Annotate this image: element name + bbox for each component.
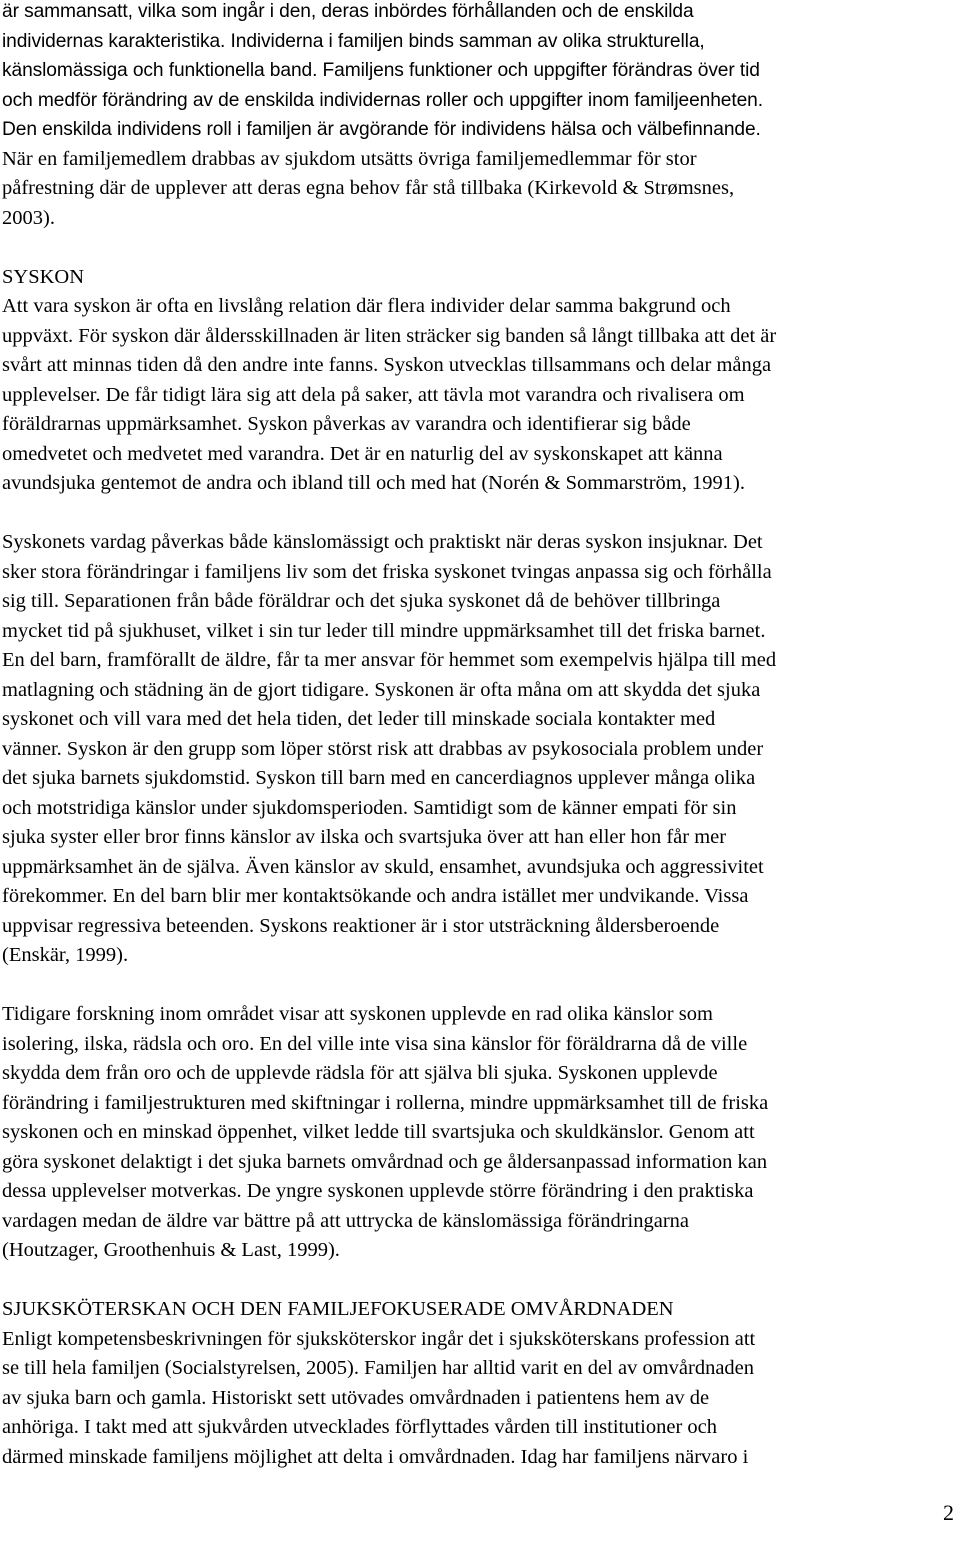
text-line: se till hela familjen (Socialstyrelsen, 2005). Familjen har alltid varit en del av omvårdnaden [2, 1357, 755, 1379]
text-line: uppmärksamhet än de själva. Även känslor av skuld, ensamhet, avundsjuka och aggressivitet [2, 855, 764, 878]
text-line: (Enskär, 1999). [2, 944, 129, 966]
text-line: vardagen medan de äldre var bättre på att uttrycka de känslomässiga förändringarna [2, 1209, 690, 1232]
text-line: syskonen och en minskad öppenhet, vilket ledde till svartsjuka och skuldkänslor. Genom att [2, 1121, 755, 1143]
text-line: göra syskonet delaktigt i det sjuka barnets omvårdnad och ge åldersanpassad information kan [2, 1150, 768, 1173]
paragraph-gap [2, 1266, 958, 1296]
text-line: uppvisar regressiva beteenden. Syskons reaktioner är i stor utsträckning åldersberoende [2, 914, 720, 937]
text-line: och medför förändring av de enskilda individernas roller och uppgifter inom familjeenheten. [2, 89, 763, 111]
text-line: sker stora förändringar i familjens liv som det friska syskonet tvingas anpassa sig och förhålla [2, 560, 772, 583]
text-line: anhöriga. I takt med att sjukvården utvecklades förflyttades vården till institutioner och [2, 1416, 718, 1438]
text-line: förekommer. En del barn blir mer kontaktsökande och andra istället mer undvikande. Vissa [2, 885, 749, 907]
text-line: Syskonets vardag påverkas både känslomässigt och praktiskt när deras syskon insjuknar. Det [2, 531, 763, 553]
text-line: uppväxt. För syskon där åldersskillnaden är liten sträcker sig banden så långt tillbaka att det är [2, 324, 777, 347]
text-line: Den enskilda individens roll i familjen är avgörande för individens hälsa och välbefinnande. [2, 119, 761, 140]
text-line: upplevelser. De får tidigt lära sig att dela på saker, att tävla mot varandra och rivalisera om [2, 383, 745, 406]
text-line: vänner. Syskon är den grupp som löper störst risk att drabbas av psykosociala problem under [2, 737, 764, 760]
section-heading-syskon: SYSKON [2, 265, 85, 288]
text-line: och motstridiga känslor under sjukdomsperioden. Samtidigt som de känner empati för sin [2, 796, 737, 819]
text-line: förändring i familjestrukturen med skiftningar i rollerna, mindre uppmärksamhet till de friska [2, 1091, 769, 1114]
text-line: känslomässiga och funktionella band. Familjens funktioner och uppgifter förändras över tid [2, 60, 760, 81]
text-line: sig till. Separationen från både föräldrar och det sjuka syskonet då de behöver tillbringa [2, 590, 721, 612]
text-line: påfrestning där de upplever att deras egna behov får stå tillbaka (Kirkevold & Strømsnes, [2, 177, 735, 199]
text-line: föräldrarnas uppmärksamhet. Syskon påverkas av varandra och identifierar sig både [2, 413, 691, 435]
paragraph-syskon-relation [2, 292, 958, 499]
paragraph-sjukskoterskan [2, 1325, 958, 1473]
text-line: Att vara syskon är ofta en livslång relation där flera individer delar samma bakgrund och [2, 295, 731, 317]
text-line: är sammansatt, vilka som ingår i den, deras inbördes förhållanden och de enskilda [2, 1, 694, 22]
paragraph-gap [2, 499, 958, 529]
text-line: individernas karakteristika. Individerna i familjen binds samman av olika strukturella, [2, 30, 705, 52]
text-line: Tidigare forskning inom området visar att syskonen upplevde en rad olika känslor som [2, 1003, 713, 1025]
text-line: (Houtzager, Groothenhuis & Last, 1999). [2, 1239, 340, 1261]
text-line: mycket tid på sjukhuset, vilket i sin tur leder till mindre uppmärksamhet till det friska barnet. [2, 619, 766, 642]
paragraph-tidigare-forskning [2, 1000, 958, 1266]
text-line: matlagning och städning än de gjort tidigare. Syskonen är ofta måna om att skydda det sjuka [2, 678, 761, 701]
text-line: svårt att minnas tiden då den andre inte fanns. Syskon utvecklas tillsammans och delar många [2, 354, 772, 376]
paragraph-gap [2, 233, 958, 263]
text-line: skydda dem från oro och de upplevde rädsla för att själva bli sjuka. Syskonen upplevde [2, 1062, 718, 1084]
section-heading-sjukskoterskan: SJUKSKÖTERSKAN OCH DEN FAMILJEFOKUSERADE OMVÅRDNADEN [2, 1298, 674, 1320]
paragraph-gap [2, 971, 958, 1001]
text-line: 2003). [2, 206, 55, 229]
text-line: En del barn, framförallt de äldre, får ta mer ansvar för hemmet som exempelvis hjälpa till med [2, 649, 777, 671]
text-line: syskonet och vill vara med det hela tiden, det leder till minskade sociala kontakter med [2, 708, 716, 730]
text-line: det sjuka barnets sjukdomstid. Syskon till barn med en cancerdiagnos upplever många olika [2, 767, 756, 789]
text-line: Enligt kompetensbeskrivningen för sjuksköterskor ingår det i sjuksköterskans profession att [2, 1327, 756, 1350]
paragraph-family-intro [2, 0, 958, 233]
text-line: omedvetet och medvetet med varandra. Det är en naturlig del av syskonskapet att känna [2, 442, 723, 465]
text-line: därmed minskade familjens möjlighet att delta i omvårdnaden. Idag har familjens närvaro i [2, 1445, 749, 1468]
text-line: dessa upplevelser motverkas. De yngre syskonen upplevde större förändring i den praktiska [2, 1180, 754, 1202]
text-line: sjuka syster eller bror finns känslor av ilska och svartsjuka över att han eller hon får mer [2, 826, 727, 848]
text-line: När en familjemedlem drabbas av sjukdom utsätts övriga familjemedlemmar för stor [2, 147, 697, 170]
text-line: av sjuka barn och gamla. Historiskt sett utövades omvårdnaden i patientens hem av de [2, 1386, 710, 1409]
text-line: avundsjuka gentemot de andra och ibland till och med hat (Norén & Sommarström, 1991). [2, 472, 745, 494]
paragraph-syskon-vardag [2, 528, 958, 971]
page-number: 2 [943, 1500, 954, 1525]
page-content [2, 0, 958, 1472]
text-line: isolering, ilska, rädsla och oro. En del ville inte visa sina känslor för föräldrarna då de ville [2, 1032, 748, 1055]
